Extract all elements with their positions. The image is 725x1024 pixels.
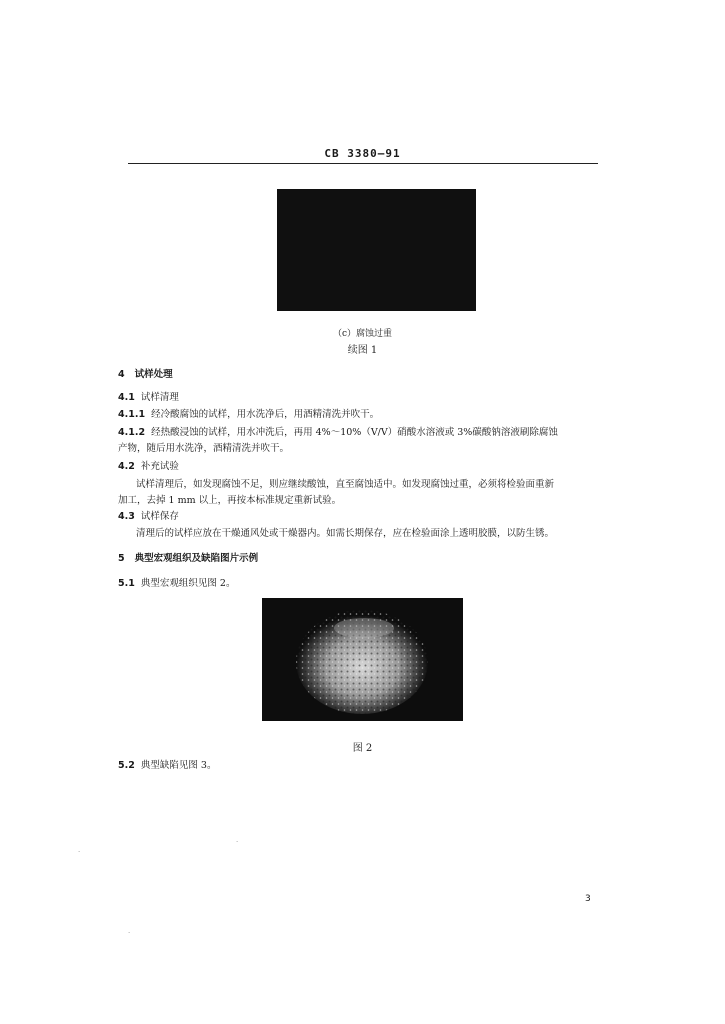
s4-3-text: 清理后的试样应放在干燥通风处或干燥器内。如需长期保存，应在检验面涂上透明胶膜，以防生锈。 xyxy=(136,528,555,539)
s4-1-2-line-a xyxy=(118,424,558,438)
section5-heading-num: 5 xyxy=(118,553,125,564)
scan-speck: · xyxy=(78,848,81,856)
standard-number-header: CB 3380—91 xyxy=(324,147,401,160)
s4-1-1-text: 经冷酸腐蚀的试样，用水洗净后，用酒精清洗并吹干。 xyxy=(151,409,380,420)
section4-heading xyxy=(118,366,173,380)
s5-2-text: 典型缺陷见图 3。 xyxy=(140,760,217,771)
s4-1-1-line xyxy=(118,406,379,420)
s4-2-title: 补充试验 xyxy=(140,461,179,472)
scan-speck: · xyxy=(236,838,239,846)
s4-1-num: 4.1 xyxy=(118,392,135,403)
scan-speck: · xyxy=(128,929,131,937)
figure2-photo xyxy=(262,598,463,721)
s5-1-line xyxy=(118,575,235,589)
s5-2-line xyxy=(118,757,216,771)
s5-1-text: 典型宏观组织见图 2。 xyxy=(140,578,236,589)
s4-2-line xyxy=(118,458,179,472)
s4-1-title: 试样清理 xyxy=(140,392,179,403)
s4-1-1-num: 4.1.1 xyxy=(118,409,146,420)
s4-2-text-b: 加工，去掉 1 mm 以上，再按本标准规定重新试验。 xyxy=(118,495,342,506)
s4-1-line xyxy=(118,389,179,403)
s4-1-2-line-b: 产物，随后用水洗净，酒精清洗并吹干。 xyxy=(118,443,290,454)
header-rule xyxy=(128,163,598,164)
section4-heading-num: 4 xyxy=(118,369,125,380)
section5-heading-text: 典型宏观组织及缺陷图片示例 xyxy=(134,553,259,564)
s4-2-text-a: 试样清理后，如发现腐蚀不足，则应继续酸蚀，直至腐蚀适中。如发现腐蚀过重，必须将检验面重新 xyxy=(136,479,555,490)
s4-2-num: 4.2 xyxy=(118,461,135,472)
figure2-macrostructure-image xyxy=(262,598,463,721)
s4-3-title: 试样保存 xyxy=(140,511,179,522)
s4-3-line xyxy=(118,508,179,522)
section4-heading-text: 试样处理 xyxy=(134,369,173,380)
figure2-caption: 图 2 xyxy=(352,743,373,754)
figure1-photo xyxy=(277,189,476,311)
figure1-subcaption: （c）腐蚀过重 xyxy=(332,329,393,339)
figure1-caption: 续图 1 xyxy=(347,345,378,356)
section5-heading xyxy=(118,550,258,564)
s4-3-num: 4.3 xyxy=(118,511,135,522)
s5-2-num: 5.2 xyxy=(118,760,135,771)
s4-1-2-text-a: 经热酸浸蚀的试样，用水冲洗后，再用 4%～10%（V/V）硝酸水溶液或 3%碳酸钠溶液刷除腐蚀 xyxy=(151,427,558,438)
s4-1-2-num: 4.1.2 xyxy=(118,427,146,438)
page-number: 3 xyxy=(585,894,591,904)
s5-1-num: 5.1 xyxy=(118,578,135,589)
